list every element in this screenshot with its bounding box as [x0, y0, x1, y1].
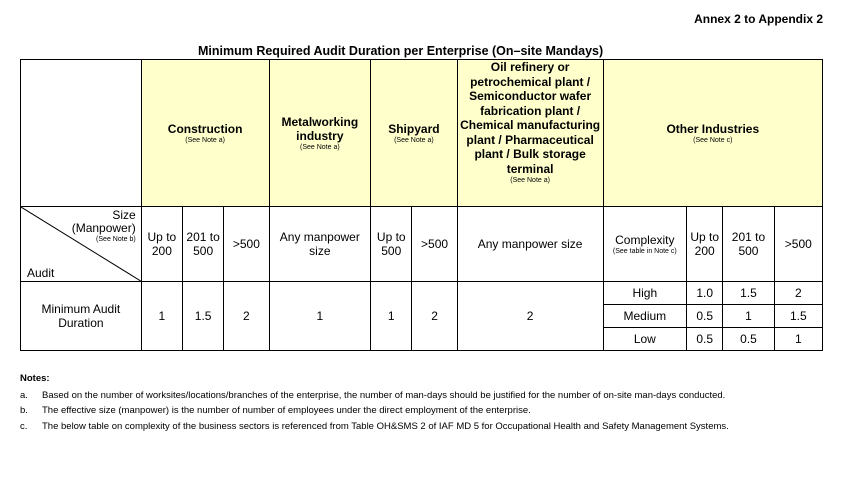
value-shipyard-up-to-500: 1	[371, 282, 412, 351]
note-a: a. Based on the number of worksites/locations/branches of the enterprise, the number of man-days should be justified for the number of on-site man-days conducted.	[20, 389, 726, 401]
value-medium-201-to-500: 1	[723, 305, 774, 328]
value-construction-up-to-200: 1	[141, 282, 182, 351]
note-c: c. The below table on complexity of the business sectors is referenced from Table OH&SMS 2 of IAF MD 5 for Occupational Health and Safety Management Systems.	[20, 420, 729, 432]
value-metalworking: 1	[269, 282, 371, 351]
construction-201-to-500: 201 to 500	[182, 207, 223, 282]
complexity-header: Complexity (See table in Note c)	[603, 207, 687, 282]
header-oil-refinery: Oil refinery or petrochemical plant / Semiconductor wafer fabrication plant / Chemical manufacturing plant / Pharmaceutical plant / Bulk storage terminal (See Note a)	[457, 60, 603, 207]
value-construction-201-to-500: 1.5	[182, 282, 223, 351]
shipyard-up-to-500: Up to 500	[371, 207, 412, 282]
other-201-to-500: 201 to 500	[723, 207, 774, 282]
value-shipyard-over-500: 2	[412, 282, 457, 351]
other-over-500: >500	[774, 207, 822, 282]
value-low-up-to-200: 0.5	[687, 328, 723, 351]
value-medium-up-to-200: 0.5	[687, 305, 723, 328]
value-low-over-500: 1	[774, 328, 822, 351]
value-high-up-to-200: 1.0	[687, 282, 723, 305]
oil-any-size: Any manpower size	[457, 207, 603, 282]
notes-section	[20, 371, 825, 434]
metalworking-any-size: Any manpower size	[269, 207, 371, 282]
blank-corner	[21, 60, 142, 207]
size-audit-diagonal-cell	[21, 207, 142, 282]
header-construction: Construction (See Note a)	[141, 60, 269, 207]
complexity-level: High	[603, 282, 687, 305]
notes-heading: Notes:	[20, 373, 50, 384]
header-shipyard: Shipyard (See Note a)	[371, 60, 458, 207]
value-construction-over-500: 2	[224, 282, 269, 351]
construction-up-to-200: Up to 200	[141, 207, 182, 282]
complexity-level: Low	[603, 328, 687, 351]
min-audit-duration-label: Minimum Audit Duration	[21, 282, 142, 351]
value-high-over-500: 2	[774, 282, 822, 305]
audit-label: Audit	[27, 266, 55, 280]
value-medium-over-500: 1.5	[774, 305, 822, 328]
shipyard-over-500: >500	[412, 207, 457, 282]
annex-label: Annex 2 to Appendix 2	[694, 12, 823, 26]
note-b: b. The effective size (manpower) is the number of number of employees under the direct employment of the enterprise.	[20, 405, 531, 416]
complexity-level: Medium	[603, 305, 687, 328]
construction-over-500: >500	[224, 207, 269, 282]
value-high-201-to-500: 1.5	[723, 282, 774, 305]
value-oil: 2	[457, 282, 603, 351]
header-metalworking: Metalworking industry (See Note a)	[269, 60, 371, 207]
table-title: Minimum Required Audit Duration per Enterprise (On–site Mandays)	[198, 44, 604, 58]
other-up-to-200: Up to 200	[687, 207, 723, 282]
value-low-201-to-500: 0.5	[723, 328, 774, 351]
size-label: Size (Manpower) (See Note b)	[71, 208, 136, 243]
header-other-industries: Other Industries (See Note c)	[603, 60, 822, 207]
audit-duration-table	[20, 59, 823, 351]
